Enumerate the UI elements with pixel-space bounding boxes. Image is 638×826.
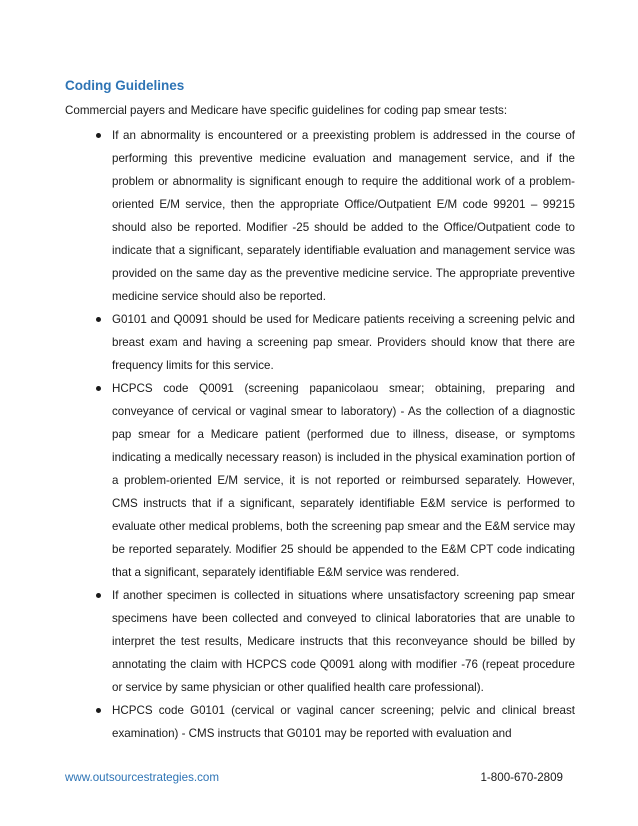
list-item xyxy=(78,308,575,377)
list-item-text: If an abnormality is encountered or a preexisting problem is addressed in the course of performing this preventive medicine evaluation and management service, and if the problem or abnormality is significant enough to require the additional work of a problem-oriented E/M service, then the appropriate Office/Outpatient E/M code 99201 – 99215 should also be reported. Modifier -25 should be added to the Office/Outpatient code to indicate that a significant, separately identifiable evaluation and management service was provided on the same day as the preventive medicine service. The appropriate preventive medicine service should also be reported. xyxy=(112,129,575,303)
list-item xyxy=(78,377,575,584)
bullet-icon xyxy=(96,317,101,322)
list-item-text: HCPCS code Q0091 (screening papanicolaou smear; obtaining, preparing and conveyance of cervical or vaginal smear to laboratory) - As the collection of a diagnostic pap smear for a Medicare patient (performed due to illness, disease, or symptoms indicating a medically necessary reason) is included in the physical examination portion of a problem-oriented E/M service, it is not reported or reimbursed separately. However, CMS instructs that if a significant, separately identifiable E&M service is performed to evaluate other medical problems, both the screening pap smear and the E&M service may be reported separately. Modifier 25 should be appended to the E&M CPT code indicating that a significant, separately identifiable E&M service was rendered. xyxy=(112,382,575,579)
footer-phone: 1-800-670-2809 xyxy=(480,771,563,784)
list-item-text: G0101 and Q0091 should be used for Medicare patients receiving a screening pelvic and breast exam and having a screening pap smear. Providers should know that there are frequency limits for this service. xyxy=(112,313,575,372)
list-item xyxy=(78,584,575,699)
list-item-text: If another specimen is collected in situations where unsatisfactory screening pap smear specimens have been collected and conveyed to clinical laboratories that are unable to interpret the test results, Medicare instructs that this reconveyance should be billed by annotating the claim with HCPCS code Q0091 along with modifier -76 (repeat procedure or service by same physician or other qualified health care professional). xyxy=(112,589,575,694)
bullet-icon xyxy=(96,386,101,391)
list-item xyxy=(78,699,575,745)
list-item-text: HCPCS code G0101 (cervical or vaginal cancer screening; pelvic and clinical breast examination) - CMS instructs that G0101 may be reported with evaluation and xyxy=(112,704,575,740)
bullet-icon xyxy=(96,593,101,598)
guidelines-list xyxy=(78,124,575,745)
bullet-icon xyxy=(96,133,101,138)
intro-paragraph: Commercial payers and Medicare have specific guidelines for coding pap smear tests: xyxy=(65,104,508,117)
list-item xyxy=(78,124,575,308)
section-heading: Coding Guidelines xyxy=(65,78,185,93)
footer-website-link[interactable]: www.outsourcestrategies.com xyxy=(65,771,220,784)
bullet-icon xyxy=(96,708,101,713)
